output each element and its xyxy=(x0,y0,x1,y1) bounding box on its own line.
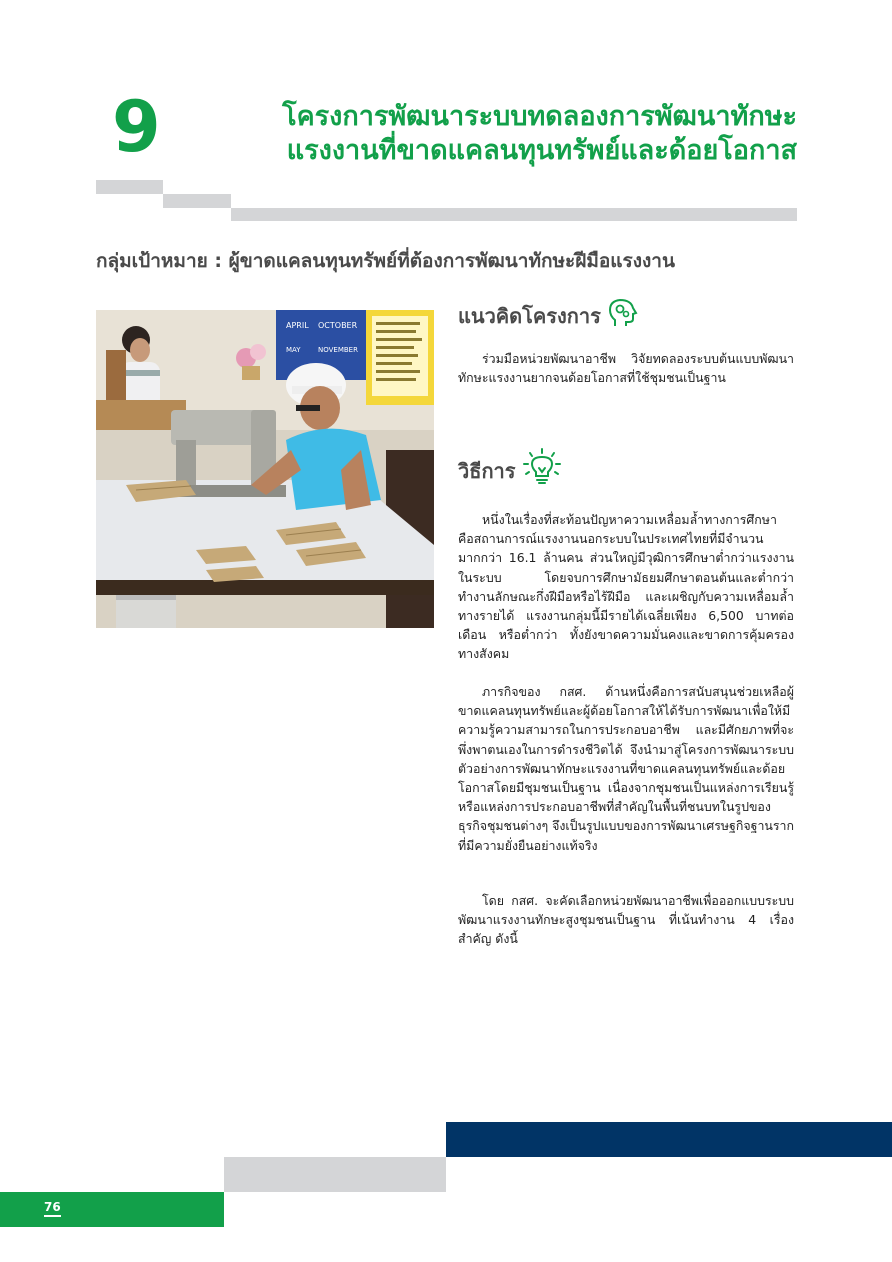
method-paragraph-2: ภารกิจของ กสศ. ด้านหนึ่งคือการสนับสนุนช่วยเหลือผู้ขาดแคลนทุนทรัพย์และผู้ด้อยโอกาสให้ได้รับการพัฒนาเพื่อให้มีความรู้ความสามารถในการประกอบอาชีพ และมีศักยภาพที่จะพึ่งพาตนเองในการดำรงชีวิตได้ จึงนำมาสู่โครงการพัฒนาระบบตัวอย่างการพัฒนาทักษะแรงงานที่ขาดแคลนทุนทรัพย์และด้อยโอกาสโดยมีชุมชนเป็นฐาน เนื่องจากชุมชนเป็นแหล่งการเรียนรู้หรือแหล่งการประกอบอาชีพที่สำคัญในพื้นที่ชนบทในรูปของธุรกิจชุมชนต่างๆ จึงเป็นรูปแบบของการพัฒนาเศรษฐกิจฐานรากที่มีความยั่งยืนอย่างแท้จริง xyxy=(458,684,794,853)
lightbulb-icon xyxy=(522,448,562,493)
poster-label-may: MAY xyxy=(286,346,301,354)
title-line-1: โครงการพัฒนาระบบทดลองการพัฒนาทักษะ xyxy=(282,101,797,132)
method-heading-label: วิธีการ xyxy=(458,458,516,483)
decor-bar-3 xyxy=(231,208,797,221)
footer-bar-grey xyxy=(224,1157,446,1192)
method-paragraph-1: หนึ่งในเรื่องที่สะท้อนปัญหาความเหลื่อมล้ำทางการศึกษา คือสถานการณ์แรงงานนอกระบบในประเทศไทยที่มีจำนวนมากกว่า 16.1 ล้านคน ส่วนใหญ่มีวุฒิการศึกษาต่ำกว่าแรงงานในระบบ โดยจบการศึกษามัธยมศึกษาตอนต้นและต่ำกว่า ทำงานลักษณะกึ่งฝีมือหรือไร้ฝีมือ และเผชิญกับความเหลื่อมล้ำทางรายได้ แรงงานกลุ่มนี้มีรายได้เฉลี่ยเพียง 6,500 บาทต่อเดือน หรือต่ำกว่า ทั้งยังขาดความมั่นคงและขาดการคุ้มครองทางสังคม xyxy=(458,512,794,662)
method-paragraph-3: โดย กสศ. จะคัดเลือกหน่วยพัฒนาอาชีพเพื่อออกแบบระบบพัฒนาแรงงานทักษะสูงชุมชนเป็นฐาน ที่เน้นทำงาน 4 เรื่องสำคัญ ดังนี้ xyxy=(458,893,794,947)
chapter-number: 9 xyxy=(112,86,161,168)
decor-bar-1 xyxy=(96,180,163,194)
decor-bar-2 xyxy=(163,194,231,208)
page-title xyxy=(237,100,797,168)
page-number: 76 xyxy=(44,1200,61,1217)
method-heading xyxy=(458,448,562,493)
head-gears-icon xyxy=(607,296,641,335)
footer-bar-green xyxy=(0,1192,224,1227)
target-group-heading: กลุ่มเป้าหมาย : ผู้ขาดแคลนทุนทรัพย์ที่ต้องการพัฒนาทักษะฝีมือแรงงาน xyxy=(96,250,675,272)
concept-text: ร่วมมือหน่วยพัฒนาอาชีพ วิจัยทดลองระบบต้นแบบพัฒนาทักษะแรงงานยากจนด้อยโอกาสที่ใช้ชุมชนเป็นฐาน xyxy=(458,351,794,386)
poster-label-november: NOVEMBER xyxy=(318,346,358,354)
poster-label-april: APRIL xyxy=(286,321,309,330)
poster-label-october: OCTOBER xyxy=(318,321,358,330)
concept-heading-label: แนวคิดโครงการ xyxy=(458,303,601,328)
workshop-photo xyxy=(96,310,434,628)
concept-heading xyxy=(458,296,641,335)
title-line-2: แรงงานที่ขาดแคลนทุนทรัพย์และด้อยโอกาส xyxy=(286,135,797,166)
footer-bar-navy xyxy=(446,1122,892,1157)
